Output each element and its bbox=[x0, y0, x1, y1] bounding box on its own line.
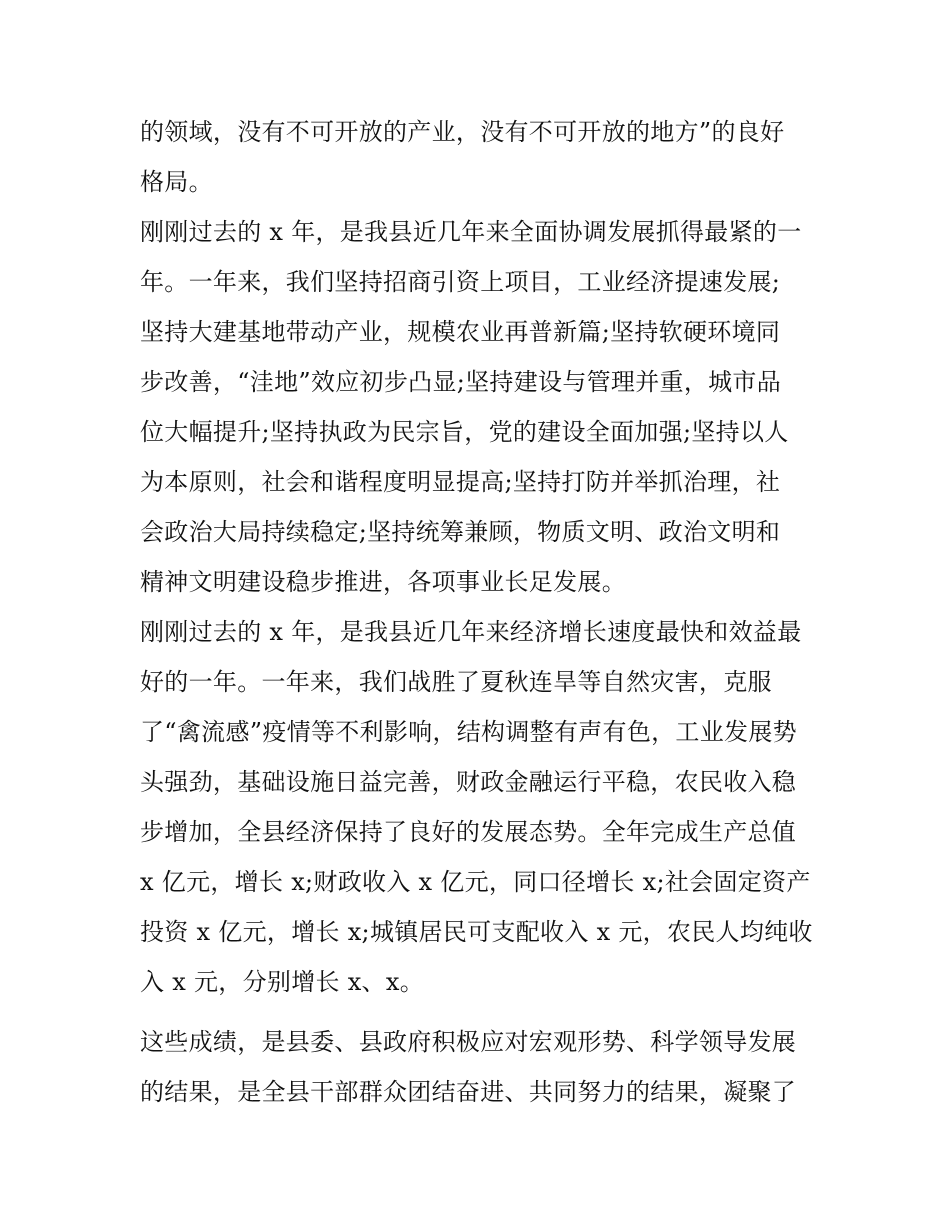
text-line: x 亿元，增长 x;财政收入 x 亿元，同口径增长 x;社会固定资产 bbox=[140, 868, 811, 896]
text-line: 精神文明建设稳步推进，各项事业长足发展。 bbox=[140, 568, 626, 596]
text-line: 了“禽流感”疫情等不利影响，结构调整有声有色，工业发展势 bbox=[140, 718, 797, 746]
text-line: 步增加，全县经济保持了良好的发展态势。全年完成生产总值 bbox=[140, 818, 797, 846]
text-line: 入 x 元，分别增长 x、x。 bbox=[140, 968, 424, 996]
text-line: 位大幅提升;坚持执政为民宗旨，党的建设全面加强;坚持以人 bbox=[140, 418, 789, 446]
text-line: 年。一年来，我们坚持招商引资上项目，工业经济提速发展; bbox=[140, 268, 781, 296]
text-line: 为本原则，社会和谐程度明显提高;坚持打防并举抓治理，社 bbox=[140, 468, 781, 496]
text-line: 投资 x 亿元，增长 x;城镇居民可支配收入 x 元，农民人均纯收 bbox=[140, 918, 813, 946]
text-line: 刚刚过去的 x 年，是我县近几年来经济增长速度最快和效益最 bbox=[140, 618, 802, 646]
text-line: 这些成绩，是县委、县政府积极应对宏观形势、科学领导发展 bbox=[140, 1028, 797, 1056]
text-line: 好的一年。一年来，我们战胜了夏秋连旱等自然灾害，克服 bbox=[140, 668, 772, 696]
text-line: 格局。 bbox=[140, 168, 213, 196]
text-line: 会政治大局持续稳定;坚持统筹兼顾，物质文明、政治文明和 bbox=[140, 518, 781, 546]
text-line: 刚刚过去的 x 年，是我县近几年来全面协调发展抓得最紧的一 bbox=[140, 218, 802, 246]
text-line: 坚持大建基地带动产业，规模农业再普新篇;坚持软硬环境同 bbox=[140, 318, 781, 346]
text-line: 头强劲，基础设施日益完善，财政金融运行平稳，农民收入稳 bbox=[140, 768, 797, 796]
text-line: 的领域，没有不可开放的产业，没有不可开放的地方”的良好 bbox=[140, 118, 785, 146]
text-line: 步改善，“洼地”效应初步凸显;坚持建设与管理并重，城市品 bbox=[140, 368, 782, 396]
text-line: 的结果，是全县干部群众团结奋进、共同努力的结果，凝聚了 bbox=[140, 1078, 797, 1106]
